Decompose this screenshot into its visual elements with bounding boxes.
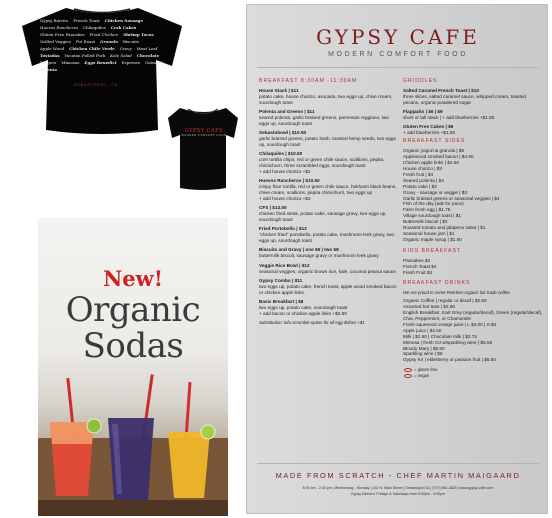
sides-item: Organic maple syrup | $1.50 bbox=[403, 236, 462, 242]
tshirt-word: Chilaquiles bbox=[83, 25, 106, 30]
griddles-list bbox=[403, 88, 543, 136]
menu-item-desc: “chicken fried” portobello, potato cake, mushroom leek gravy, two eggs up, sourdough toast bbox=[259, 232, 395, 244]
menu-item-desc: + add blueberries +$1.50 bbox=[403, 130, 456, 136]
menu-item bbox=[259, 205, 397, 223]
drinks-item: Apple juice | $2.50 bbox=[403, 327, 442, 333]
drinks-item: Assorted hot teas | $2.50 bbox=[403, 304, 456, 310]
drinks-list bbox=[403, 298, 543, 363]
sides-item: Chicken apple links | $4.50 bbox=[403, 160, 459, 166]
menu-item bbox=[259, 178, 397, 202]
menu-item bbox=[259, 278, 397, 296]
soda-title-line1: Organic bbox=[65, 290, 201, 330]
organic-sodas-poster bbox=[38, 218, 228, 516]
tshirt-word: Apple Wood bbox=[40, 46, 65, 51]
menu-item bbox=[259, 299, 397, 317]
tshirt-front-shape bbox=[168, 108, 238, 190]
drinks-item: Gypsy Kir | elderberry or passion fruit | $6.50 bbox=[403, 357, 496, 363]
tshirt-word: Burgers bbox=[40, 60, 57, 65]
menu-column-right bbox=[403, 79, 543, 379]
vegan-icon bbox=[404, 374, 412, 378]
soda-glasses-photo bbox=[38, 368, 228, 516]
menu-item-desc: two eggs up, potato cake, french toast, apple wood smoked bacon or chicken apple links bbox=[259, 283, 397, 295]
menu-column-left bbox=[259, 79, 397, 326]
breakfast-heading: BREAKFAST 8:30AM -11:30AM bbox=[259, 78, 358, 84]
tshirt-word: Huevos Rancheros bbox=[40, 25, 79, 30]
menu-subtitle: MODERN COMFORT FOOD bbox=[328, 51, 468, 58]
kids-list bbox=[403, 258, 543, 276]
tshirt-word: Gypsy Burrito bbox=[40, 18, 69, 23]
sides-item: Applewood smoked bacon | $4.50 bbox=[403, 154, 474, 160]
drinks-heading: BREAKFAST DRINKS bbox=[403, 280, 471, 287]
tshirt-word: Mimosas bbox=[61, 60, 80, 65]
sides-item: Garlic braised greens or seasonal veggies | $4 bbox=[403, 195, 500, 201]
menu-item bbox=[259, 88, 397, 106]
menu-item-desc: three slices, salted caramel sauce, whipped cream, toasted pecans, organic powdered sugar bbox=[403, 93, 526, 105]
tshirt-word: Oatmeal bbox=[145, 60, 163, 65]
tshirt-word: Meat Loaf bbox=[136, 46, 158, 51]
menu-divider-top bbox=[257, 67, 539, 68]
menu-item bbox=[259, 130, 397, 148]
tshirt-word: Chicken Sausage bbox=[104, 18, 144, 23]
menu-item-name: Sebastobowl | $10.50 bbox=[259, 130, 307, 136]
menu-item-name: Salted Caramel French Toast | $10 bbox=[403, 87, 479, 93]
tshirt-word: Gluten Free Pancakes bbox=[40, 32, 85, 37]
menu-item-name: CFS | $13.50 bbox=[259, 205, 287, 211]
menu-item-desc: two eggs up, potato cake, sourdough toast bbox=[259, 304, 348, 310]
sides-item: Buttermilk biscuit | $3 bbox=[403, 219, 448, 225]
sides-item: Seared polenta | $4 bbox=[403, 177, 444, 183]
footer-dinners: Gypsy Dinners: Fridays & Saturdays from 5:00pm - 9:00pm bbox=[350, 492, 446, 496]
menu-item-desc: seasonal veggies, organic brown rice, kale, coconut peanut sauce bbox=[259, 268, 396, 274]
footer-tagline: MADE FROM SCRATCH - CHEF MARTIN MAIGAARD bbox=[275, 471, 521, 480]
menu-item bbox=[403, 88, 543, 106]
sides-item: Fish of the day (ask for price) bbox=[403, 201, 464, 207]
menu-item bbox=[259, 263, 397, 275]
tshirt-word: Shrimp Tacos bbox=[123, 32, 154, 37]
soda-new-label: New! bbox=[103, 266, 163, 291]
menu-item-desc: seared polenta, garlic braised greens, parmesan reggiano, two eggs up, sourdough toast bbox=[259, 114, 390, 126]
menu-item-desc: garlic braised greens, potato hash, toasted hemp seeds, two eggs up, sourdough toast bbox=[259, 136, 396, 147]
menu-item-desc: chicken fried steak, potato cake, sausage gravy, two eggs up, sourdough toast bbox=[259, 211, 387, 223]
lime-slice-1 bbox=[87, 419, 101, 433]
menu-item-name: Veggie Rice Bowl | $12 bbox=[259, 262, 310, 268]
sides-item: Potato cake | $3 bbox=[403, 183, 437, 189]
substitution-note: Substitution: tofu scramble option for all egg dishes +$1 bbox=[259, 320, 365, 326]
menu-item bbox=[259, 226, 397, 244]
tshirt-word: Fried Chicken bbox=[89, 32, 119, 37]
kids-heading: KIDS BREAKFAST bbox=[403, 247, 462, 254]
glass-lemon bbox=[168, 432, 210, 498]
tshirt-word: Biscuits bbox=[122, 39, 139, 44]
menu-item-name: Huevos Rancheros | $10.50 bbox=[259, 178, 320, 184]
menu-item bbox=[403, 109, 543, 121]
menu-item-name: House Stack | $11 bbox=[259, 87, 299, 93]
sides-item: Gravy - sausage or veggie | $3 bbox=[403, 189, 468, 195]
menu-page bbox=[246, 4, 548, 514]
menu-divider-bottom bbox=[257, 463, 539, 464]
sides-item: House chorizo | $3 bbox=[403, 166, 442, 172]
menu-item bbox=[403, 124, 543, 136]
footer-hours: 8:30 am - 2:30 pm | Wednesday - Monday | 152 N. Main Street | Sebastopol CA | (707) 861-3825 | www.gypsy-cafe.com bbox=[302, 486, 494, 490]
tshirt-back-word-cloud bbox=[40, 18, 166, 73]
menu-item-desc: buttermilk biscuit, sausage gravy or mushroom leek gravy bbox=[259, 253, 379, 259]
sides-list bbox=[403, 148, 543, 243]
sides-item: Organic yogurt & granola | $6 bbox=[403, 148, 465, 154]
drinks-item: Fresh squeezed orange juice | L $4.00 | S $4 bbox=[403, 321, 497, 327]
tshirt-word: Tostadas bbox=[40, 53, 60, 58]
legend bbox=[403, 367, 543, 379]
kids-item: Fresh Fruit $4 bbox=[403, 269, 433, 275]
menu-title: GYPSY CAFE bbox=[316, 25, 480, 49]
soda-title-line2: Sodas bbox=[82, 326, 184, 366]
tshirt-word: Eggs Benedict bbox=[84, 60, 117, 65]
menu-item-desc: corn tortilla chips, red or green chile sauce, scallions, pepita, chimichurri, three scrambled eggs, sourdough toast bbox=[259, 157, 385, 169]
tshirt-word: Kale Salad bbox=[110, 53, 132, 58]
menu-item-extra: + add bacon or chicken apple links +$2.50 bbox=[259, 310, 347, 316]
drinks-item: Milk | $2.50 | Chocolate milk | $2.75 bbox=[403, 333, 477, 339]
kids-item: French Toast $4 bbox=[403, 263, 437, 269]
menu-item-name: Biscuits and Gravy | one $5 | two $8 bbox=[259, 247, 339, 253]
tshirt-word: Granola bbox=[100, 39, 118, 44]
sides-item: Fresh fruit | $4 bbox=[403, 171, 434, 177]
tshirt-back-location: SEBASTOPOL, CA bbox=[74, 83, 119, 87]
sides-item: Seasonal house jam | $1 bbox=[403, 231, 455, 237]
tshirt-word: Gravy bbox=[119, 46, 132, 51]
menu-item-extra: + add house chorizo +$2 bbox=[259, 168, 311, 174]
tshirt-word: Yucatan Pulled Pork bbox=[64, 53, 106, 58]
menu-item-desc: short or tall stack | + add blueberries +$1.50 bbox=[403, 114, 495, 120]
legend-vegan-text: = vegan bbox=[414, 373, 430, 379]
tshirt-word: Pot Roast bbox=[75, 39, 96, 44]
menu-item-name: Gluten Free Cakes | $9 bbox=[403, 124, 454, 130]
tshirt-word: Chocolate bbox=[136, 53, 160, 58]
menu-item-desc: potato cake, house chorizo, avocado, two eggs up, chive cream, sourdough toast bbox=[259, 93, 393, 105]
legend-gf-text: = gluten free bbox=[414, 367, 438, 373]
drinks-item: Sparkling wine | $6 bbox=[403, 351, 443, 357]
tshirt-word: Crab Cakes bbox=[110, 25, 137, 30]
drinks-item: English Breakfast, Earl Grey (regular/decaf), Green (regular/decaf), Chai, Peppermint, or Chamomile bbox=[403, 310, 543, 321]
table-surface bbox=[38, 500, 228, 516]
tshirt-word: Chicken Chile Verde bbox=[69, 46, 115, 51]
lime-slice-2 bbox=[201, 425, 215, 439]
menu-item bbox=[259, 109, 397, 127]
tshirt-word: Polenta bbox=[40, 67, 57, 72]
sides-item: Farm fresh egg | $1.75 bbox=[403, 207, 451, 213]
menu-item-extra: + add house chorizo +$2 bbox=[259, 195, 311, 201]
menu-item bbox=[259, 247, 397, 259]
tshirt-front-tagline: MODERN COMFORT FOOD bbox=[181, 134, 227, 137]
kids-item: Pancakes $4 bbox=[403, 257, 431, 263]
tshirt-front-brand: GYPSY CAFE bbox=[184, 128, 224, 134]
menu-item-name: Polenta and Greens | $11 bbox=[259, 109, 315, 115]
drinks-item: Mimosa | fresh OJ w/sparkling wine | $6.50 bbox=[403, 339, 493, 345]
menu-item-name: Gypsy Combo | $11 bbox=[259, 277, 303, 283]
menu-item-name: Chilaquiles | $10.50 bbox=[259, 151, 303, 157]
menu-item-name: Flapjacks | $6 | $9 bbox=[403, 109, 443, 115]
tshirt-photo bbox=[4, 4, 238, 200]
breakfast-list bbox=[259, 88, 397, 317]
menu-item-name: Fried Portobello | $13 bbox=[259, 226, 307, 232]
sides-heading: BREAKFAST SIDES bbox=[403, 138, 466, 145]
tshirt-word: Espresso bbox=[121, 60, 140, 65]
drinks-note: We are proud to serve Peerless organic fair trade coffee bbox=[403, 290, 510, 296]
legend-vegan bbox=[403, 373, 543, 379]
tshirt-word: Grilled Veggies bbox=[40, 39, 71, 44]
menu-item bbox=[259, 151, 397, 175]
menu-item-name: Basic Breakfast | $8 bbox=[259, 299, 304, 304]
griddles-heading: GRIDDLES bbox=[403, 78, 438, 84]
drinks-item: Organic Coffee | regular or decaf | $2.50 bbox=[403, 298, 487, 304]
gluten-free-icon bbox=[404, 368, 412, 372]
drinks-item: Bloody Mary | $6.50 bbox=[403, 345, 445, 351]
tshirt-word: French Toast bbox=[73, 18, 100, 23]
sides-item: Village sourdough toast | $1 bbox=[403, 213, 461, 219]
sides-item: Roasted tomato and jalapeno salsa | $1 bbox=[403, 225, 486, 231]
menu-item-desc: crispy flour tortilla, red or green chile sauce, heirloom black beans, chive cream, scallions, pepita chimichurri, two eggs up bbox=[259, 184, 397, 196]
